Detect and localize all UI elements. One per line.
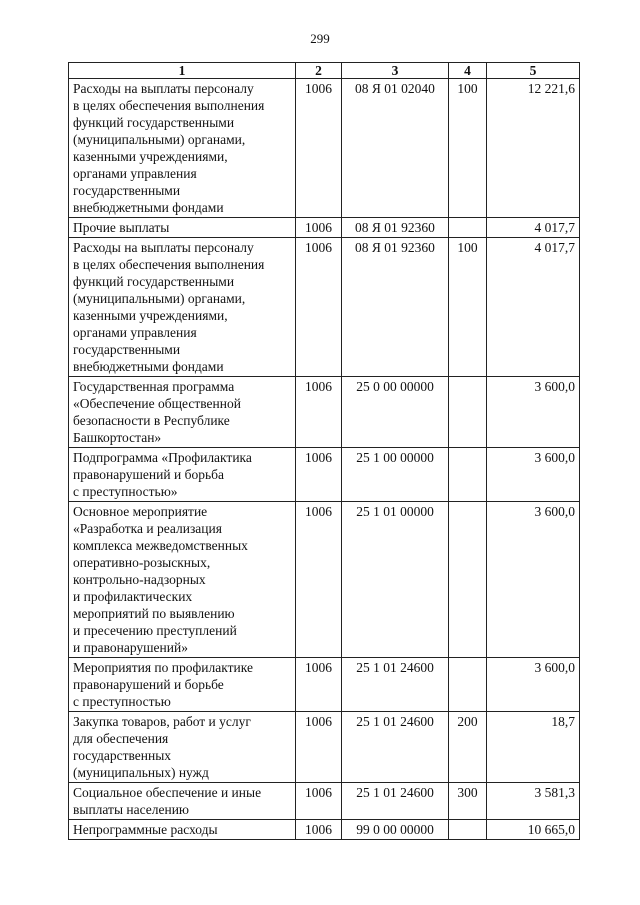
header-col-1: 1 <box>69 63 296 79</box>
table-row <box>69 218 580 238</box>
cell-name: Закупка товаров, работ и услуг для обеспечения государственных (муниципальных) нужд <box>69 712 296 783</box>
cell-name: Мероприятия по профилактике правонарушений и борьбе с преступностью <box>69 658 296 712</box>
cell-expense-type <box>449 502 487 658</box>
cell-amount: 3 600,0 <box>487 658 580 712</box>
cell-name: Расходы на выплаты персоналу в целях обеспечения выполнения функций государственными (муниципальными) органами, казенными учреждениями, органами управления государственными внебюджетными фондами <box>69 79 296 218</box>
table-row <box>69 712 580 783</box>
table-row <box>69 820 580 840</box>
cell-target-article: 25 1 01 00000 <box>342 502 449 658</box>
cell-section: 1006 <box>296 658 342 712</box>
table-header-row <box>69 63 580 79</box>
cell-amount: 3 581,3 <box>487 783 580 820</box>
header-col-3: 3 <box>342 63 449 79</box>
table-row <box>69 502 580 658</box>
cell-expense-type <box>449 448 487 502</box>
cell-name: Подпрограмма «Профилактика правонарушений и борьба с преступностью» <box>69 448 296 502</box>
header-col-2: 2 <box>296 63 342 79</box>
table-row <box>69 238 580 377</box>
cell-name: Расходы на выплаты персоналу в целях обеспечения выполнения функций государственными (муниципальными) органами, казенными учреждениями, органами управления государственными внебюджетными фондами <box>69 238 296 377</box>
cell-section: 1006 <box>296 712 342 783</box>
cell-expense-type <box>449 377 487 448</box>
table-row <box>69 448 580 502</box>
cell-name: Государственная программа «Обеспечение общественной безопасности в Республике Башкортостан» <box>69 377 296 448</box>
cell-section: 1006 <box>296 820 342 840</box>
cell-name: Непрограммные расходы <box>69 820 296 840</box>
cell-expense-type: 100 <box>449 79 487 218</box>
cell-target-article: 25 1 00 00000 <box>342 448 449 502</box>
cell-amount: 4 017,7 <box>487 238 580 377</box>
cell-expense-type: 200 <box>449 712 487 783</box>
cell-target-article: 25 1 01 24600 <box>342 712 449 783</box>
cell-expense-type: 100 <box>449 238 487 377</box>
budget-table <box>68 62 580 840</box>
cell-amount: 3 600,0 <box>487 448 580 502</box>
table-row <box>69 79 580 218</box>
cell-amount: 3 600,0 <box>487 502 580 658</box>
cell-target-article: 25 0 00 00000 <box>342 377 449 448</box>
cell-expense-type <box>449 820 487 840</box>
cell-amount: 10 665,0 <box>487 820 580 840</box>
cell-target-article: 25 1 01 24600 <box>342 783 449 820</box>
cell-name: Прочие выплаты <box>69 218 296 238</box>
cell-amount: 4 017,7 <box>487 218 580 238</box>
cell-expense-type <box>449 218 487 238</box>
cell-name: Основное мероприятие «Разработка и реализация комплекса межведомственных оперативно-розыскных, контрольно-надзорных и профилактических мероприятий по выявлению и пресечению преступлений и правонарушений» <box>69 502 296 658</box>
cell-target-article: 08 Я 01 92360 <box>342 218 449 238</box>
header-col-5: 5 <box>487 63 580 79</box>
cell-target-article: 99 0 00 00000 <box>342 820 449 840</box>
cell-expense-type: 300 <box>449 783 487 820</box>
page-number: 299 <box>310 31 330 46</box>
cell-target-article: 08 Я 01 02040 <box>342 79 449 218</box>
cell-name: Социальное обеспечение и иные выплаты населению <box>69 783 296 820</box>
cell-section: 1006 <box>296 502 342 658</box>
cell-section: 1006 <box>296 448 342 502</box>
cell-section: 1006 <box>296 238 342 377</box>
cell-section: 1006 <box>296 783 342 820</box>
table-row <box>69 658 580 712</box>
cell-amount: 18,7 <box>487 712 580 783</box>
table-row <box>69 377 580 448</box>
cell-target-article: 25 1 01 24600 <box>342 658 449 712</box>
cell-target-article: 08 Я 01 92360 <box>342 238 449 377</box>
table-body <box>69 79 580 840</box>
cell-amount: 12 221,6 <box>487 79 580 218</box>
header-col-4: 4 <box>449 63 487 79</box>
cell-amount: 3 600,0 <box>487 377 580 448</box>
cell-section: 1006 <box>296 79 342 218</box>
cell-section: 1006 <box>296 218 342 238</box>
table-row <box>69 783 580 820</box>
cell-expense-type <box>449 658 487 712</box>
cell-section: 1006 <box>296 377 342 448</box>
